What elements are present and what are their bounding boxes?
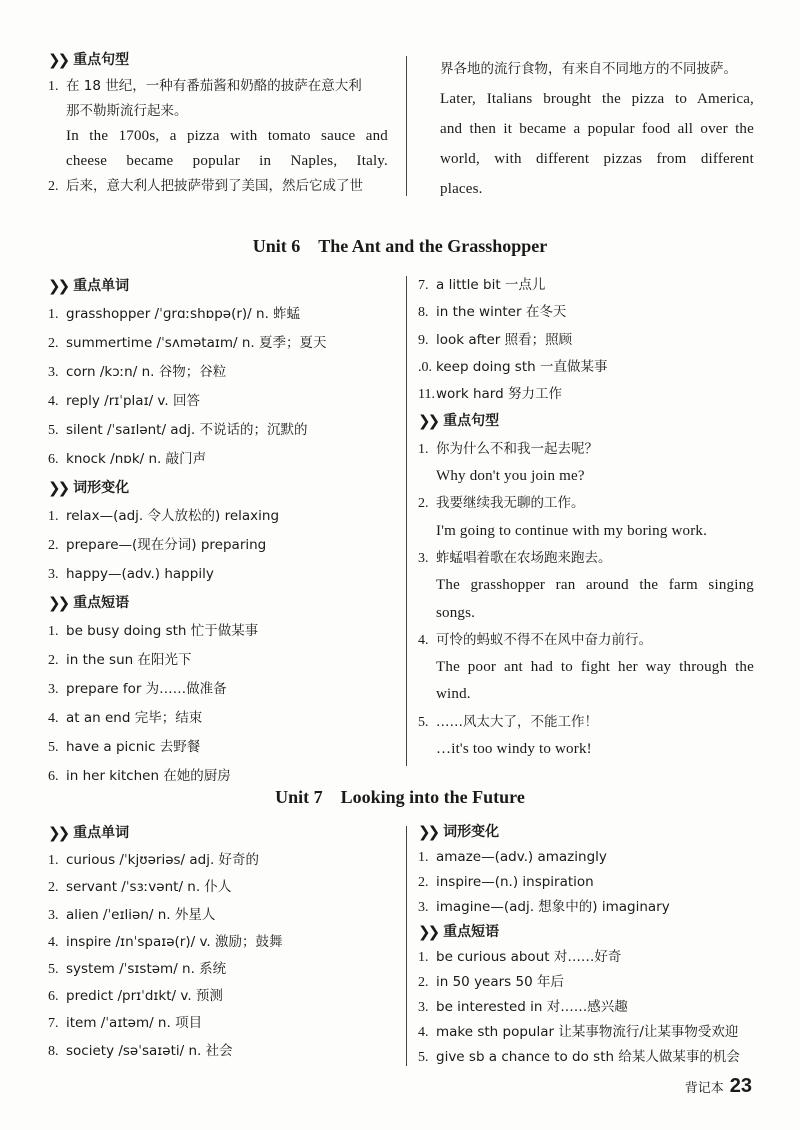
list-item [418, 895, 758, 920]
unit-7-title: Unit 7 Looking into the Future [275, 787, 525, 807]
list-item [418, 945, 758, 970]
section-heading [48, 820, 393, 847]
section-heading-label: 重点短语 [443, 924, 500, 940]
page-footer [685, 1075, 752, 1098]
item-text: in the winter 在冬天 [436, 304, 567, 321]
list-item [48, 560, 393, 589]
item-text: 后来，意大利人把披萨带到了美国，然后它成了世 [66, 178, 363, 194]
item-text: cheese became popular in Naples, Italy. [66, 153, 388, 169]
list-item [48, 847, 393, 874]
text-line: world, with different pizzas from different [440, 151, 754, 167]
item-number: 3. [418, 1000, 429, 1015]
item-number: 11. [418, 387, 435, 403]
double-chevron-icon: ❯❯ [418, 923, 438, 941]
list-item [48, 74, 388, 99]
item-number: 1. [48, 79, 59, 94]
item-text: servant /ˈsɜːvənt/ n. 仆人 [66, 879, 232, 896]
item-text: at an end 完毕；结束 [66, 710, 203, 726]
item-number: 2. [48, 538, 59, 553]
item-number: 2. [48, 653, 59, 668]
item-text: imagine—(adj. 想象中的) imaginary [436, 899, 670, 915]
list-item [48, 149, 388, 174]
item-number: 5. [48, 423, 59, 438]
list-item [48, 329, 393, 358]
list-item [48, 124, 388, 149]
list-item [48, 733, 393, 762]
item-text: 我要继续我无聊的工作。 [436, 495, 585, 512]
section-heading-label: 重点单词 [73, 825, 130, 841]
item-number: 7. [418, 278, 429, 293]
section-heading [418, 920, 758, 945]
item-number: 3. [48, 907, 59, 923]
list-item [48, 874, 393, 901]
text-line: and then it became a popular food all over the [440, 121, 754, 137]
item-number: 5. [418, 714, 429, 730]
item-text: in her kitchen 在她的厨房 [66, 768, 231, 784]
item-number: 1. [418, 441, 429, 457]
list-item [418, 299, 754, 326]
list-item [48, 300, 393, 329]
item-text: happy—(adv.) happily [66, 566, 214, 582]
item-number: 1. [48, 307, 59, 322]
section-heading-label: 重点句型 [443, 413, 500, 430]
item-number: 4. [48, 711, 59, 726]
item-number: 9. [418, 332, 429, 348]
section-heading-label: 词形变化 [73, 480, 130, 496]
item-text: corn /kɔːn/ n. 谷物；谷粒 [66, 364, 227, 380]
item-text: prepare for 为……做准备 [66, 681, 227, 697]
list-item [48, 174, 388, 199]
double-chevron-icon: ❯❯ [48, 479, 68, 497]
item-number: 3. [48, 365, 59, 380]
item-number: 1. [418, 850, 429, 865]
list-item [418, 845, 758, 870]
item-number: 5. [48, 740, 59, 755]
list-item [418, 709, 754, 736]
text-line: 界各地的流行食物，有来自不同地方的不同披萨。 [440, 61, 737, 77]
item-number: 3. [418, 900, 429, 915]
footer-label: 背记本 [684, 1081, 724, 1096]
page-number: 23 [729, 1075, 752, 1097]
item-text: in the sun 在阳光下 [66, 652, 192, 668]
item-text: prepare—(现在分词) preparing [66, 537, 267, 553]
item-text: 你为什么不和我一起去呢？ [436, 440, 598, 457]
item-number: 2. [48, 880, 59, 896]
list-item [418, 1045, 758, 1070]
section-heading-label: 词形变化 [443, 824, 500, 840]
item-text: look after 照看；照顾 [436, 331, 573, 348]
list-item [418, 327, 754, 354]
double-chevron-icon: ❯❯ [418, 823, 438, 841]
translation-line: songs. [436, 604, 476, 621]
item-number: 6. [48, 989, 59, 1005]
item-text: knock /nɒk/ n. 敲门声 [66, 451, 207, 467]
item-text: be interested in 对……感兴趣 [436, 999, 628, 1015]
section-heading-label: 重点单词 [73, 278, 130, 294]
item-text: reply /rɪˈplaɪ/ v. 回答 [66, 393, 200, 409]
item-number: 5. [48, 962, 59, 978]
list-item [418, 490, 754, 517]
list-item [48, 675, 393, 704]
unit-7-left-column [48, 820, 393, 1065]
text-line: Later, Italians brought the pizza to America, [440, 91, 754, 107]
item-text: in 50 years 50 年后 [436, 974, 564, 990]
item-text: 那不勒斯流行起来。 [66, 103, 188, 119]
list-item [48, 617, 393, 646]
item-number: 2. [48, 179, 59, 194]
item-text: inspire—(n.) inspiration [436, 874, 594, 890]
item-number: 2. [418, 975, 429, 990]
item-number: 3. [48, 567, 59, 582]
list-item [48, 956, 393, 983]
translation-line: The poor ant had to fight her way through the [436, 659, 754, 676]
item-text: 蚱蜢唱着歌在农场跑来跑去。 [436, 549, 612, 566]
item-number: 4. [48, 934, 59, 950]
list-item [418, 272, 754, 299]
list-item [418, 545, 754, 572]
list-item [48, 1038, 393, 1065]
item-text: grasshopper /ˈɡrɑːshɒpə(r)/ n. 蚱蜢 [66, 306, 301, 322]
column-divider [406, 56, 407, 196]
item-number: .0. [418, 359, 432, 375]
section-heading: ❯❯ 重点句型 [48, 46, 388, 74]
item-number: 5. [418, 1050, 429, 1065]
item-number: 4. [48, 394, 59, 409]
item-text: ……风太大了，不能工作！ [436, 713, 598, 730]
list-item [418, 870, 758, 895]
item-number: 4. [418, 632, 429, 648]
item-number: 1. [48, 624, 59, 639]
list-item [418, 970, 758, 995]
double-chevron-icon: ❯❯ [48, 51, 68, 69]
list-item [48, 445, 393, 474]
section-heading [418, 820, 758, 845]
item-number: 2. [48, 336, 59, 351]
item-number: 6. [48, 452, 59, 467]
item-text: inspire /ɪnˈspaɪə(r)/ v. 激励；鼓舞 [66, 933, 283, 950]
list-item [48, 387, 393, 416]
item-number: 7. [48, 1016, 59, 1032]
item-text: have a picnic 去野餐 [66, 739, 201, 755]
item-text: predict /prɪˈdɪkt/ v. 预测 [66, 988, 223, 1005]
list-item [48, 929, 393, 956]
top-left-column [48, 46, 388, 199]
item-text: make sth popular 让某事物流行/让某事物受欢迎 [436, 1024, 739, 1040]
translation-line: The grasshopper ran around the farm singing [436, 577, 754, 594]
item-text: relax—(adj. 令人放松的) relaxing [66, 508, 280, 524]
unit-6-title: Unit 6 The Ant and the Grasshopper [252, 236, 548, 256]
top-right-column [440, 54, 754, 204]
list-item [48, 646, 393, 675]
double-chevron-icon: ❯❯ [48, 594, 68, 612]
section-heading-label: 重点短语 [73, 595, 130, 611]
section-heading [48, 272, 393, 300]
unit-6-right-column [418, 272, 754, 763]
item-number: 1. [48, 509, 59, 524]
column-divider [406, 276, 407, 766]
list-item [48, 704, 393, 733]
item-text: curious /ˈkjʊəriəs/ adj. 好奇的 [66, 852, 260, 869]
item-text: system /ˈsɪstəm/ n. 系统 [66, 961, 227, 978]
item-text: be busy doing sth 忙于做某事 [66, 623, 259, 639]
list-item [48, 358, 393, 387]
list-item [418, 381, 754, 408]
section-heading [418, 408, 754, 435]
list-item [48, 1010, 393, 1037]
text-line: places. [440, 181, 483, 197]
item-number: 8. [48, 1043, 59, 1059]
item-text: a little bit 一点儿 [436, 277, 546, 293]
item-number: 6. [48, 769, 59, 784]
item-text: be curious about 对……好奇 [436, 949, 622, 965]
double-chevron-icon: ❯❯ [418, 412, 438, 431]
section-heading [48, 474, 393, 502]
unit-6-left-column [48, 272, 393, 791]
item-number: 1. [418, 950, 429, 965]
section-heading [48, 589, 393, 617]
item-number: 2. [418, 496, 429, 512]
unit-7-right-column [418, 820, 758, 1070]
item-number: 2. [418, 875, 429, 890]
list-item [48, 902, 393, 929]
item-text: society /səˈsaɪəti/ n. 社会 [66, 1042, 233, 1059]
item-number: 3. [418, 550, 429, 566]
translation-line: I'm going to continue with my boring work. [436, 522, 708, 539]
item-number: 4. [418, 1025, 429, 1040]
list-item [418, 1020, 758, 1045]
item-text: In the 1700s, a pizza with tomato sauce and [66, 128, 388, 144]
translation-line: …it's too windy to work! [436, 741, 592, 758]
item-text: alien /ˈeɪliən/ n. 外星人 [66, 906, 216, 923]
list-item [48, 502, 393, 531]
item-number: 3. [48, 682, 59, 697]
item-text: amaze—(adv.) amazingly [436, 849, 607, 865]
list-item [418, 627, 754, 654]
item-text: 在 18 世纪，一种有番茄酱和奶酪的披萨在意大利 [66, 78, 362, 94]
item-text: keep doing sth 一直做某事 [436, 358, 608, 375]
item-text: work hard 努力工作 [436, 386, 562, 403]
list-item [48, 531, 393, 560]
list-item [48, 983, 393, 1010]
translation-line: Why don't you join me? [436, 468, 585, 485]
item-text: summertime /ˈsʌmətaɪm/ n. 夏季；夏天 [66, 335, 327, 351]
item-number: 1. [48, 853, 59, 869]
list-item [48, 416, 393, 445]
item-text: silent /ˈsaɪlənt/ adj. 不说话的；沉默的 [66, 422, 308, 438]
translation-line: wind. [436, 686, 471, 703]
item-number: 8. [418, 305, 429, 321]
column-divider [406, 826, 407, 1066]
double-chevron-icon: ❯❯ [48, 824, 68, 842]
double-chevron-icon: ❯❯ [48, 277, 68, 295]
list-item [418, 354, 754, 381]
list-item [48, 99, 388, 124]
list-item [418, 436, 754, 463]
item-text: 可怜的蚂蚁不得不在风中奋力前行。 [436, 631, 652, 648]
item-text: give sb a chance to do sth 给某人做某事的机会 [436, 1049, 740, 1065]
item-text: item /ˈaɪtəm/ n. 项目 [66, 1015, 203, 1032]
list-item [418, 995, 758, 1020]
